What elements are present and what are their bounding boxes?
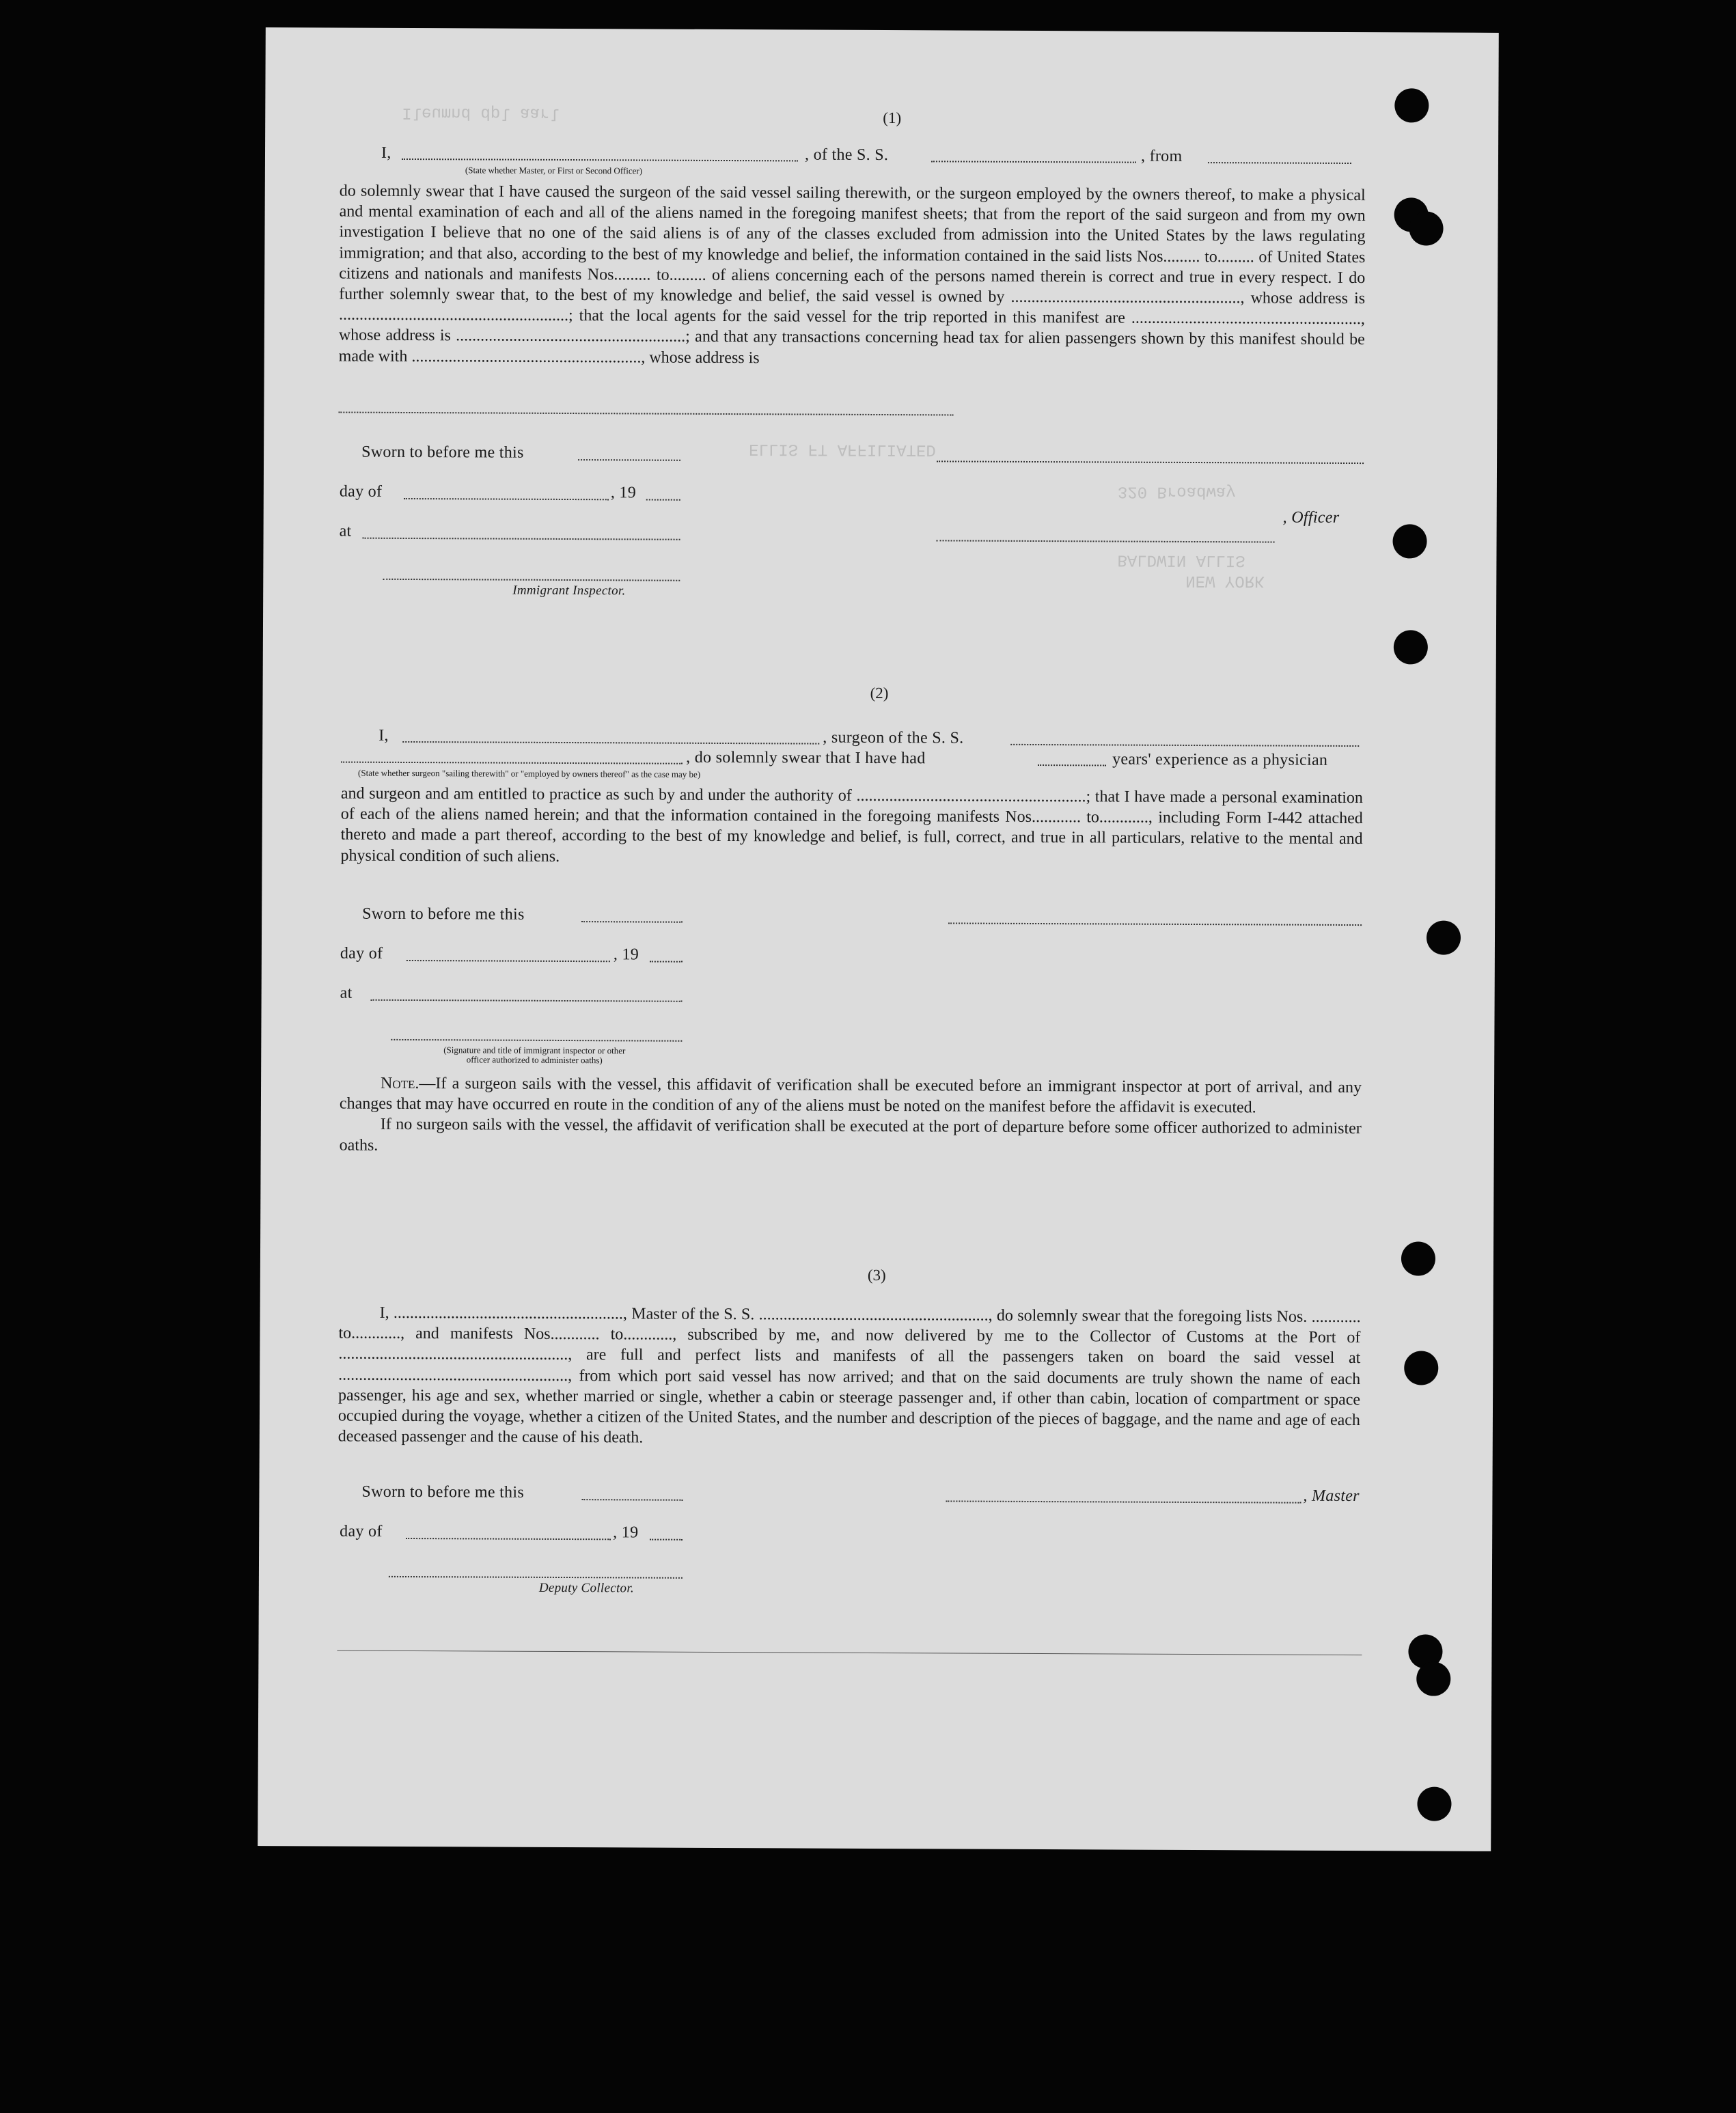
authority-signature-field[interactable] — [391, 1039, 682, 1042]
section3-oath-text — [338, 1303, 1361, 1452]
sworn-date-field[interactable] — [581, 921, 683, 923]
surgeon-status-field[interactable] — [341, 762, 683, 764]
officer-title: , Officer — [1282, 508, 1340, 527]
month-field[interactable] — [404, 498, 609, 500]
years-field[interactable] — [1038, 764, 1106, 766]
year-field[interactable] — [650, 961, 683, 963]
bleed-through-text: 320 Broadway — [1117, 482, 1236, 501]
ship-label: , of the S. S. — [804, 146, 889, 165]
ship-name-field[interactable] — [931, 161, 1136, 163]
master-signature-field[interactable] — [946, 1500, 1301, 1503]
years-label: years' experience as a physician — [1112, 750, 1328, 769]
sworn-label: Sworn to before me this — [362, 904, 525, 924]
section3-paragraph: I, ........................................................, Master of the S. S. ........................................................, do solemnly swear that the foregoing lists Nos. ............ to............, and manifests Nos............ to............, subscribed by me, and now delivered by me to the Collector of Customs at the Port of ........................................................, are full and perfect lists and manifests of all the passengers taken on board the said vessel at ........................................................, from which port said vessel has now arrived; and that on the said documents are truly shown the name of each passenger, his age and sex, whether married or single, whether a cabin or steerage passenger and, if other than cabin, location of compartment or space occupied during the voyage, whether a citizen of the United States, and the number and description of the pieces of baggage, and the name and age of each deceased passenger and the cause of his death. — [337, 1303, 1361, 1447]
inspector-signature-field[interactable] — [383, 579, 680, 581]
bleed-through-text: Ileumnd dpl aarl — [402, 102, 560, 122]
surgeon-ship-field[interactable] — [1010, 744, 1359, 747]
day-of-label: day of — [339, 482, 383, 501]
punch-hole — [1409, 211, 1443, 245]
year-field[interactable] — [650, 1539, 683, 1541]
month-field[interactable] — [406, 1538, 611, 1540]
i-label: I, — [378, 726, 389, 745]
from-port-field[interactable] — [1208, 162, 1351, 164]
place-field[interactable] — [371, 999, 683, 1002]
bleed-through-text: BALDWIN ALLIS — [1117, 550, 1245, 570]
note-text: If no surgeon sails with the vessel, the affidavit of verification shall be executed at the port of departure before some officer authorized to administer oaths. — [339, 1116, 1362, 1155]
master-title: , Master — [1303, 1487, 1360, 1506]
i-label: I, — [381, 143, 391, 162]
inspector-title: Immigrant Inspector. — [512, 583, 626, 598]
section2-oath-text — [340, 784, 1363, 870]
surgeon-name-field[interactable] — [402, 741, 819, 745]
bleed-through-text: ELLIS FT AFFILIATED — [749, 439, 936, 459]
punch-hole — [1392, 524, 1427, 558]
officer-signature-field[interactable] — [937, 540, 1275, 542]
note-section — [340, 1073, 1362, 1160]
section-number: (3) — [867, 1266, 886, 1284]
sworn-label: Sworn to before me this — [361, 443, 524, 462]
day-of-label: day of — [340, 944, 383, 963]
day-of-label: day of — [340, 1522, 383, 1541]
authority-signature-caption: (Signature and title of immigrant inspector or other officer authorized to administer oaths) — [443, 1045, 626, 1066]
section1-oath-text — [339, 181, 1366, 371]
surgeon-signature-field[interactable] — [948, 922, 1362, 926]
year-label: , 19 — [613, 945, 639, 964]
collector-title: Deputy Collector. — [538, 1580, 635, 1596]
bottom-rule — [337, 1651, 1362, 1656]
section1-paragraph: do solemnly swear that I have caused the surgeon of the said vessel sailing therewith, or the surgeon employed by the owners thereof, to make a physical and mental examination of each and all of the aliens named in the foregoing manifest sheets; that from the report of the said surgeon and from my own investigation I believe that no one of the said aliens is of any of the classes excluded from admission into the United States by the laws regulating immigration; and that also, according to the best of my knowledge and belief, the information contained in the said lists Nos......... to......... of United States citizens and nationals and manifests Nos......... to......... of aliens concerning each of the persons named therein is correct and true in every respect. I do further solemnly swear that, to the best of my knowledge and belief, the said vessel is owned by ........................................................, whose address is ........................................................; that the local agents for the said vessel for the trip reported in this manifest are ........................................................, whose address is ........................................................; and that any transactions concerning head tax for alien passengers shown by this manifest should be made with ........................................................, whose address is — [338, 182, 1366, 367]
surgeon-of-label: , surgeon of the S. S. — [823, 728, 964, 747]
at-label: at — [340, 984, 353, 1002]
officer-extra-field[interactable] — [937, 460, 1364, 464]
note-label: Note. — [381, 1074, 419, 1093]
year-label: , 19 — [613, 1523, 639, 1542]
section-number: (1) — [883, 109, 902, 127]
oath-line — [381, 144, 391, 163]
section-number: (2) — [870, 684, 889, 702]
month-field[interactable] — [407, 960, 610, 962]
officer-rank-caption: (State whether Master, or First or Second Officer) — [465, 165, 643, 176]
sworn-date-field[interactable] — [578, 459, 680, 461]
place-field[interactable] — [363, 538, 680, 540]
document-page — [258, 27, 1499, 1851]
surgeon-status-caption: (State whether surgeon "sailing therewith" or "employed by owners thereof" as the case may be) — [358, 767, 701, 779]
note-text: —If a surgeon sails with the vessel, this affidavit of verification shall be executed before an immigrant inspector at port of arrival, and any changes that may have occurred en route in the condition of any of the aliens must be noted on the manifest before the affidavit is executed. — [339, 1075, 1362, 1117]
year-field[interactable] — [646, 499, 680, 501]
from-label: , from — [1140, 147, 1183, 165]
punch-hole — [1404, 1351, 1438, 1385]
swear-label: , do solemnly swear that I have had — [686, 748, 926, 768]
collector-signature-field[interactable] — [389, 1576, 683, 1579]
section2-paragraph: and surgeon and am entitled to practice as such by and under the authority of ........................................................; that I have made a personal examination of each of the aliens named herein; and that the information contained in the foregoing manifests Nos............ to............, including Form I-442 attached thereto and made a part thereof, according to the best of my knowledge and belief, is full, correct, and true in all particulars, relative to the mental and physical condition of such aliens. — [340, 784, 1363, 866]
punch-hole — [1416, 1661, 1450, 1696]
sworn-label: Sworn to before me this — [361, 1482, 525, 1502]
punch-hole — [1427, 921, 1461, 955]
officer-name-field[interactable] — [402, 158, 798, 162]
head-tax-address-field[interactable] — [338, 412, 953, 416]
sworn-date-field[interactable] — [581, 1499, 683, 1501]
bleed-through-text: NEW YORK — [1185, 570, 1265, 590]
year-label: , 19 — [610, 484, 637, 502]
at-label: at — [339, 522, 352, 540]
punch-hole — [1394, 630, 1428, 664]
punch-hole — [1417, 1786, 1451, 1821]
